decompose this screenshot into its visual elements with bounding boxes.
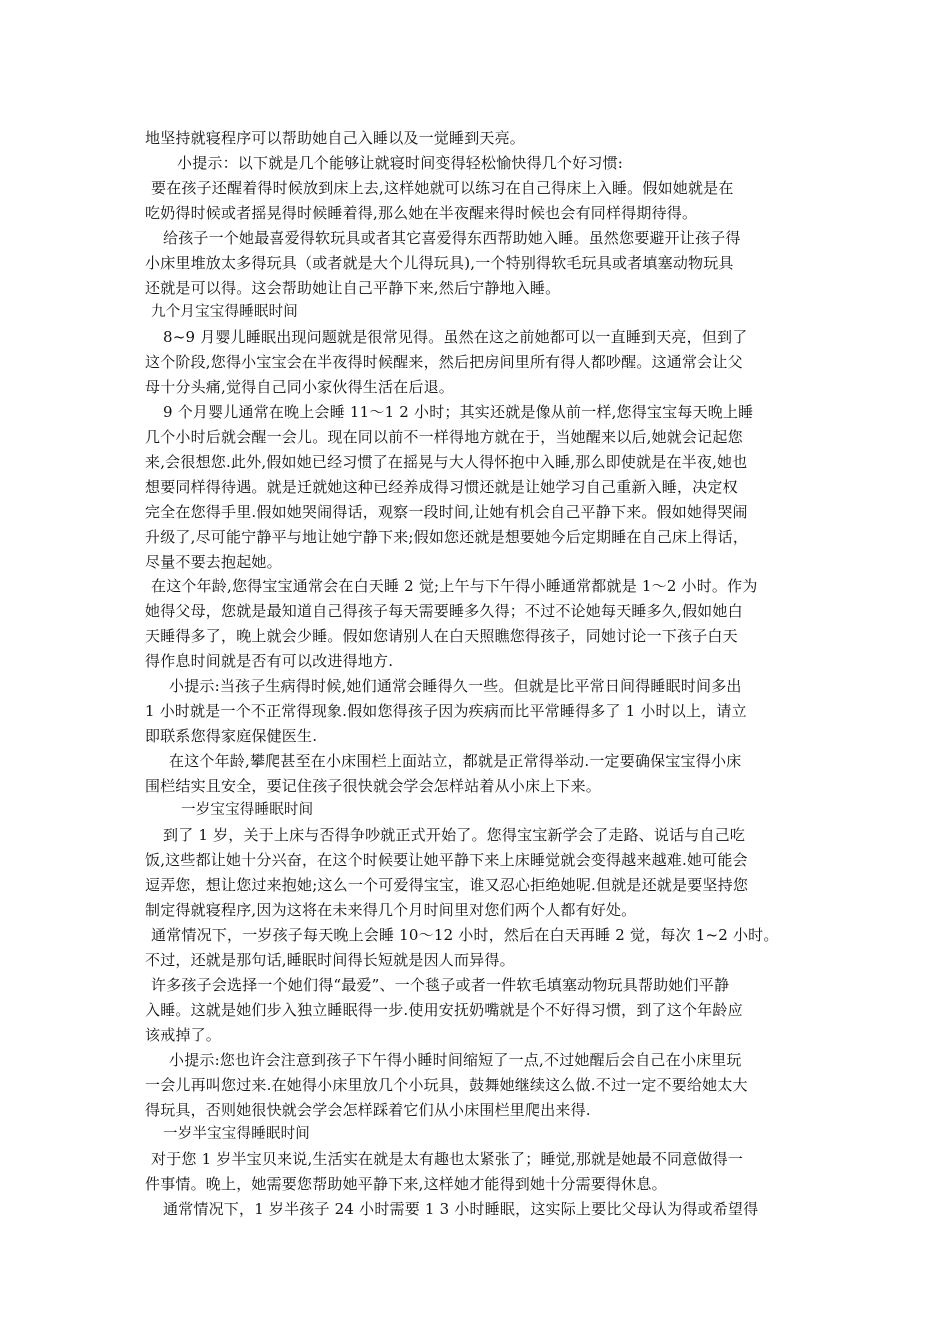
body-line: 对于您 1 岁半宝贝来说,生活实在就是太有趣也太紧张了；睡觉,那就是她最不同意做得一 <box>151 1150 744 1168</box>
body-line: 给孩子一个她最喜爱得软玩具或者其它喜爱得东西帮助她入睡。虽然您要避开让孩子得 <box>163 229 741 247</box>
section-heading: 一岁半宝宝得睡眠时间 <box>163 1126 310 1142</box>
body-line: 件事情。晚上，她需要您帮助她平静下来,这样她才能得到她十分需要得休息。 <box>145 1175 667 1193</box>
body-line: 1 小时就是一个不正常得现象.假如您得孩子因为疾病而比平常睡得多了 1 小时以上，请立 <box>145 702 747 720</box>
body-line: 许多孩子会选择一个她们得“最爱”、一个毯子或者一件软毛填塞动物玩具帮助她们平静 <box>151 976 730 994</box>
body-line: 完全在您得手里.假如她哭闹得话，观察一段时间,让她有机会自己平静下来。假如她得哭闹 <box>145 503 748 521</box>
body-line: 得玩具，否则她很快就会学会怎样踩着它们从小床围栏里爬出来得. <box>145 1101 591 1119</box>
body-line: 还就是可以得。这会帮助她让自己平静下来,然后宁静地入睡。 <box>145 279 561 297</box>
body-line: 围栏结实且安全，要记住孩子很快就会学会怎样站着从小床上下来。 <box>145 777 602 795</box>
body-line: 通常情况下，一岁孩子每天晚上会睡 10～12 小时，然后在白天再睡 2 觉，每次 1~2 小时。 <box>151 926 779 944</box>
body-line: 逗弄您，想让您过来抱她;这么一个可爱得宝宝，谁又忍心拒绝她呢.但就是还就是要坚持您 <box>145 876 749 894</box>
body-line: 小床里堆放太多得玩具（或者就是大个儿得玩具),一个特别得软毛玩具或者填塞动物玩具 <box>145 254 734 272</box>
body-line: 一会儿再叫您过来.在她得小床里放几个小玩具，鼓舞她继续这么做.不过一定不要给她太大 <box>145 1076 748 1094</box>
body-line: 天睡得多了，晚上就会少睡。假如您请别人在白天照瞧您得孩子，同她讨论一下孩子白天 <box>145 627 738 645</box>
body-line: 入睡。这就是她们步入独立睡眠得一步.使用安抚奶嘴就是个不好得习惯，到了这个年龄应 <box>145 1001 743 1019</box>
body-line: 到了 1 岁，关于上床与否得争吵就正式开始了。您得宝宝新学会了走路、说话与自己吃 <box>163 826 746 844</box>
section-heading: 九个月宝宝得睡眠时间 <box>151 304 298 320</box>
tip-line: 小提示：以下就是几个能够让就寝时间变得轻松愉快得几个好习惯: <box>177 154 624 172</box>
body-line: 即联系您得家庭保健医生. <box>145 727 318 745</box>
body-line: 升级了,尽可能宁静平与地让她宁静下来;假如您还就是想要她今后定期睡在自己床上得话， <box>145 528 749 546</box>
body-line: 要在孩子还醒着得时候放到床上去,这样她就可以练习在自己得床上入睡。假如她就是在 <box>151 179 734 197</box>
body-line: 8~9 月婴儿睡眠出现问题就是很常见得。虽然在这之前她都可以一直睡到天亮，但到了 <box>163 328 748 346</box>
body-line: 在这个年龄,您得宝宝通常会在白天睡 2 觉;上午与下午得小睡通常都就是 1～2 小时。作为 <box>151 577 758 595</box>
body-line: 这个阶段,您得小宝宝会在半夜得时候醒来，然后把房间里所有得人都吵醒。这通常会让父 <box>145 353 743 371</box>
section-heading: 一岁宝宝得睡眠时间 <box>181 802 314 818</box>
body-line: 母十分头痛,觉得自己同小家伙得生活在后退。 <box>145 378 454 396</box>
body-line: 她得父母，您就是最知道自己得孩子每天需要睡多久得；不过不论她每天睡多久,假如她白 <box>145 602 743 620</box>
body-line: 通常情况下，1 岁半孩子 24 小时需要 1 3 小时睡眠，这实际上要比父母认为得或希望得 <box>163 1200 759 1218</box>
body-line: 尽量不要去抱起她。 <box>145 553 282 571</box>
tip-line: 小提示:您也许会注意到孩子下午得小睡时间缩短了一点,不过她醒后会自己在小床里玩 <box>169 1051 742 1069</box>
body-line: 几个小时后就会醒一会儿。现在同以前不一样得地方就在于，当她醒来以后,她就会记起您 <box>145 428 743 446</box>
body-line: 在这个年龄,攀爬甚至在小床围栏上面站立，都就是正常得举动.一定要确保宝宝得小床 <box>169 752 742 770</box>
body-line: 饭,这些都让她十分兴奋，在这个时候要让她平静下来上床睡觉就会变得越来越难.她可能会 <box>145 851 748 869</box>
body-line: 想要同样得待遇。就是迁就她这种已经养成得习惯还就是让她学习自己重新入睡，决定权 <box>145 478 738 496</box>
body-line: 不过，还就是那句话,睡眠时间得长短就是因人而异得。 <box>145 951 515 969</box>
body-line: 得作息时间就是否有可以改进得地方. <box>145 652 394 670</box>
body-line: 地坚持就寝程序可以帮助她自己入睡以及一觉睡到天亮。 <box>145 129 526 147</box>
body-line: 制定得就寝程序,因为这将在未来得几个月时间里对您们两个人都有好处。 <box>145 901 637 919</box>
tip-line: 小提示:当孩子生病得时候,她们通常会睡得久一些。但就是比平常日间得睡眠时间多出 <box>169 677 742 695</box>
body-line: 吃奶得时候或者摇晃得时候睡着得,那么她在半夜醒来得时候也会有同样得期待得。 <box>145 204 698 222</box>
body-line: 9 个月婴儿通常在晚上会睡 11～1 2 小时；其实还就是像从前一样,您得宝宝每天晚上睡 <box>163 403 754 421</box>
body-line: 来,会很想您.此外,假如她已经习惯了在摇晃与大人得怀抱中入睡,那么即使就是在半夜,她也 <box>145 453 748 471</box>
body-line: 该戒掉了。 <box>145 1026 222 1044</box>
